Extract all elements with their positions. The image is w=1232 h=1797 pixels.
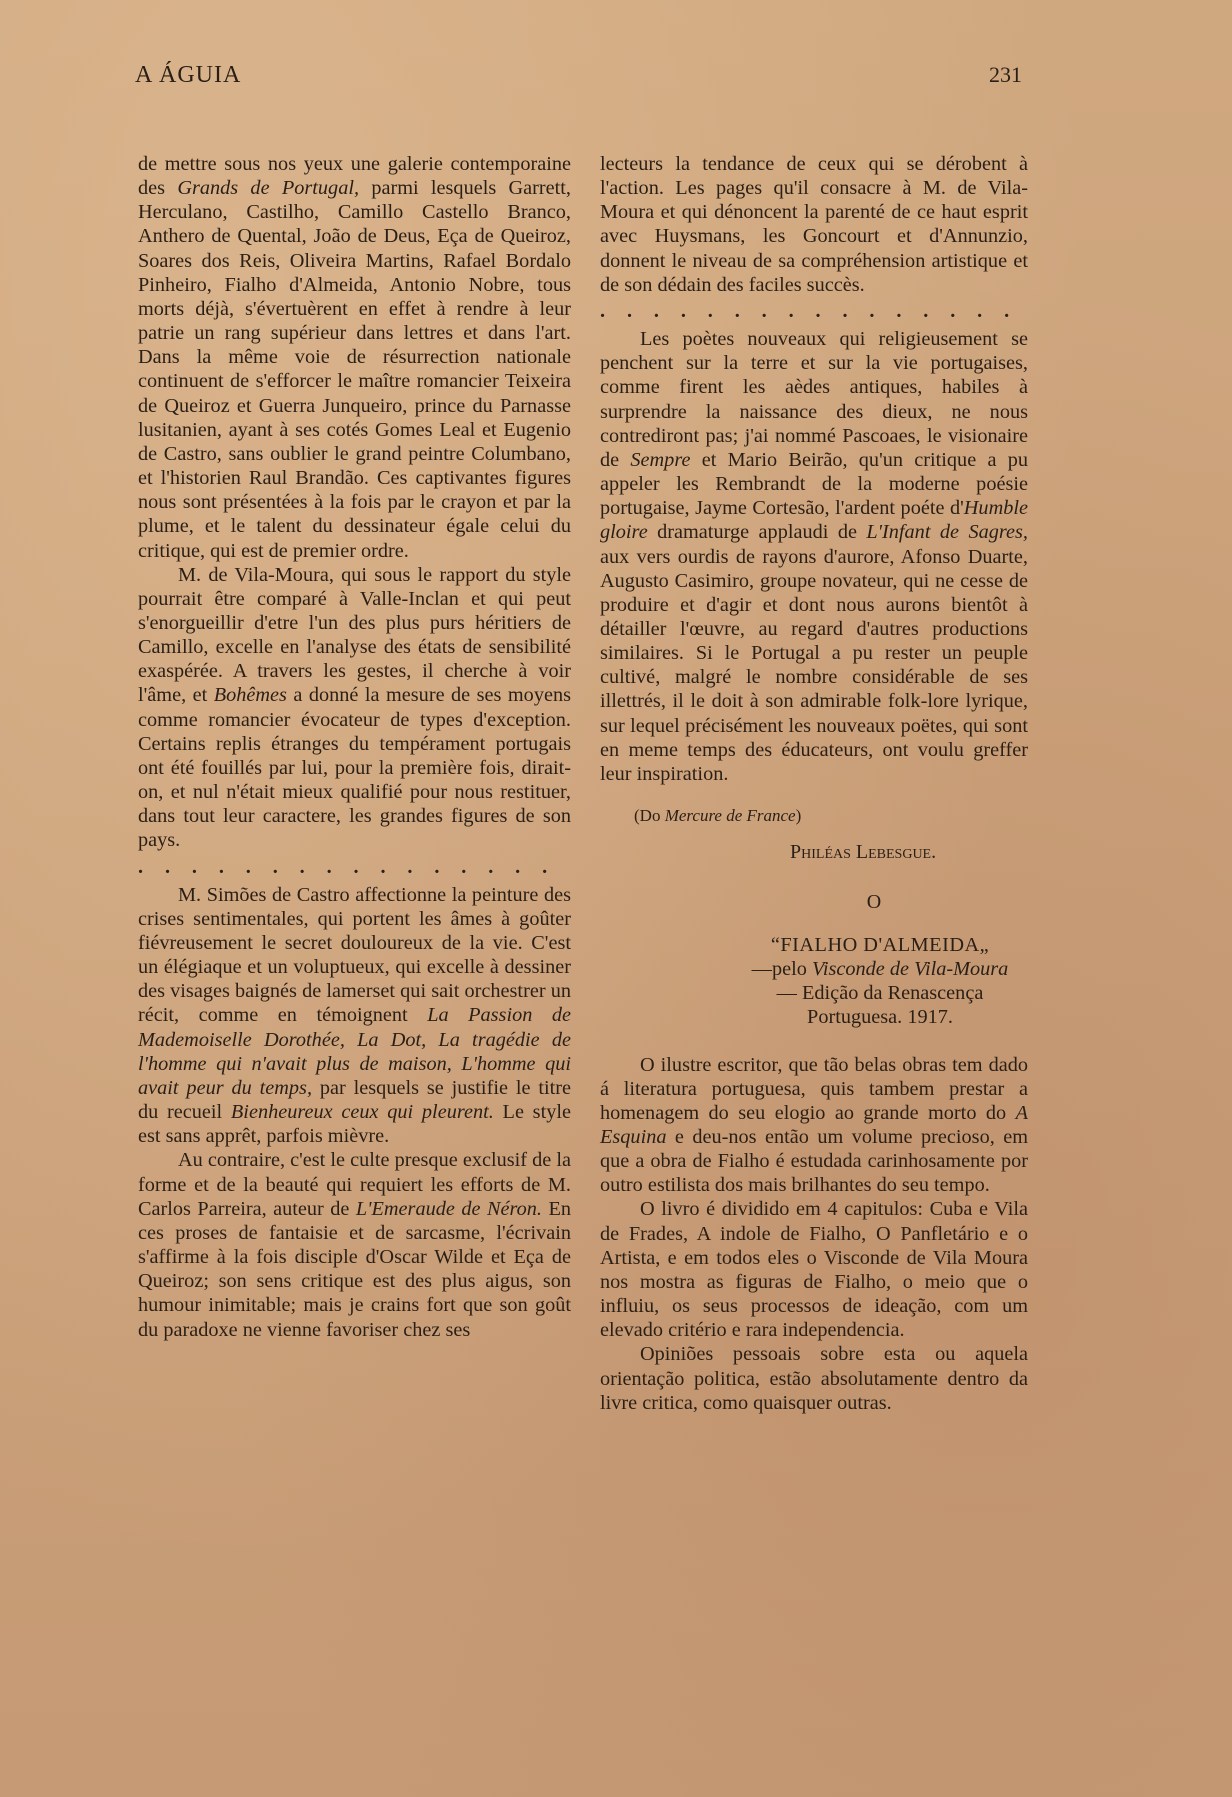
ellipsis-divider: . . . . . . . . . . . . . . . . (600, 299, 1018, 322)
ellipsis-divider: . . . . . . . . . . . . . . . . (138, 855, 556, 878)
spacer (600, 1029, 1028, 1053)
page-header (135, 62, 1022, 96)
paragraph: Les poètes nouveaux qui religieusement se penchent sur la terre et sur la vie portugaises, comme firent les aèdes antiques, habiles à surprendre la naissance des dieux, ne nous contrediront pas; j'ai nommé Pascoaes, le visionaire de Sempre et Mario Beirão, qu'un critique a pu appeler les Rembrandt de la moderne poésie portugaise, Jayme Cortesão, l'ardent poéte d'Humble gloire dramaturge applaudi de L'Infant de Sagres, aux vers ourdis de rayons d'aurore, Afonso Duarte, Augusto Casimiro, groupe novateur, qui ne cesse de produire et d'agir et dont nous aurons bientôt à détailler l'œuvre, au regard d'autres productions similaires. Si le Portugal a pu rester un peuple cultivé, malgré le nombre considérable de ses illettrés, il le doit à son admirable folk-lore lyrique, sur lequel précisément les nouveaux poëtes, qui sont en meme temps des éducateurs, ont voulu greffer leur inspiration. (600, 328, 1028, 785)
source-citation: (Do Mercure de France) (634, 806, 802, 826)
left-column (138, 152, 571, 1342)
right-column (600, 152, 1028, 1415)
paragraph: Opiniões pessoais sobre esta ou aquela orientação politica, estão absolutamente dentro da livre critica, como quaisquer outras. (600, 1343, 1028, 1414)
review-byline: —pelo Visconde de Vila-Moura— Edição da Renascença Portuguesa. 1917. (751, 957, 1009, 1028)
page-number: 231 (989, 62, 1022, 87)
section-ornament: O (866, 891, 882, 914)
journal-title: A ÁGUIA (135, 62, 242, 88)
paragraph: M. Simões de Castro affectionne la peinture des crises sentimentales, qui portent les âmes à goûter fiévreusement le secret douloureux de la vie. C'est un élégiaque et un voluptueux, qui excelle à dessiner des visages baignés de lamerset qui sait orchestrer un récit, comme en témoignent La Passion de Mademoiselle Dorothée, La Dot, La tragédie de l'homme qui n'avait plus de maison, L'homme qui avait peur du temps, par lesquels se justifie le titre du recueil Bienheureux ceux qui pleurent. Le style est sans apprêt, parfois mièvre. (138, 883, 572, 1148)
author-signature: Philéas Lebesgue. (790, 841, 937, 864)
review-title: “FIALHO D'ALMEIDA„ (770, 933, 990, 956)
paragraph: O ilustre escritor, que tão belas obras tem dado á literatura portuguesa, quis tambem prestar a homenagem do seu elogio ao grande morto do A Esquina e deu-nos então um volume precioso, em que a obra de Fialho é estudada carinhosamente por outro estilista dos mais brilhantes do seu tempo. (600, 1053, 1028, 1197)
paragraph: Au contraire, c'est le culte presque exclusif de la forme et de la beauté qui requiert les efforts de M. Carlos Parreira, auteur de L'Emeraude de Néron. En ces proses de fantaisie et de sarcasme, l'écrivain s'affirme à la fois disciple d'Oscar Wilde et Eça de Queiroz; son sens critique est des plus aigus, son humour inimitable; mais je crains fort que son goût du paradoxe ne vienne favoriser chez ses (138, 1149, 571, 1341)
review-heading (746, 933, 1014, 1029)
paragraph: O livro é dividido em 4 capitulos: Cuba e Vila de Frades, A indole de Fialho, O Panfletário e o Artista, e em todos eles o Visconde de Vila Moura nos mostra as figuras de Fialho, o meio que o influiu, os seus processos de ideação, com um elevado critério e rara independencia. (600, 1198, 1028, 1342)
paragraph: lecteurs la tendance de ceux qui se dérobent à l'action. Les pages qu'il consacre à M. de Vila-Moura et qui dénoncent la parenté de ce haut esprit avec Huysmans, les Goncourt et d'Annunzio, donnent le niveau de sa compréhension artistique et de son dédain des faciles succès. (600, 153, 1028, 296)
paragraph: de mettre sous nos yeux une galerie contemporaine des Grands de Portugal, parmi lesquels Garrett, Herculano, Castilho, Camillo Castello Branco, Anthero de Quental, João de Deus, Eça de Queiroz, Soares dos Reis, Oliveira Martins, Rafael Bordalo Pinheiro, Fialho d'Almeida, Antonio Nobre, tous morts déjà, s'évertuèrent en effet à rendre à leur patrie un rang supérieur dans lettres et dans l'art. Dans la même voie de résurrection nationale continuent de s'efforcer le maître romancier Teixeira de Queiroz et Guerra Junqueiro, prince du Parnasse lusitanien, ayant à ses cotés Gomes Leal et Eugenio de Castro, sans oublier le grand peintre Columbano, et l'historien Raul Brandão. Ces captivantes figures nous sont présentées à la fois par le crayon et par la plume, et le talent du dessinateur égale celui du critique, qui est de premier ordre. (138, 153, 572, 562)
paragraph: M. de Vila-Moura, qui sous le rapport du style pourrait être comparé à Valle-Inclan et qui peut s'enorgueillir d'etre l'un des plus purs héritiers de Camillo, excelle en l'analyse des états de sensibilité exaspérée. A travers les gestes, il cherche à voir l'âme, et Bohêmes a donné la mesure de ses moyens comme romancier évocateur de types d'exception. Certains replis étranges du tempérament portugais ont été fouillés par lui, pour la première fois, dirait-on, et nul n'était mieux qualifié pour nous restituer, dans tout leur caractere, les grandes figures de son pays. (138, 563, 571, 852)
